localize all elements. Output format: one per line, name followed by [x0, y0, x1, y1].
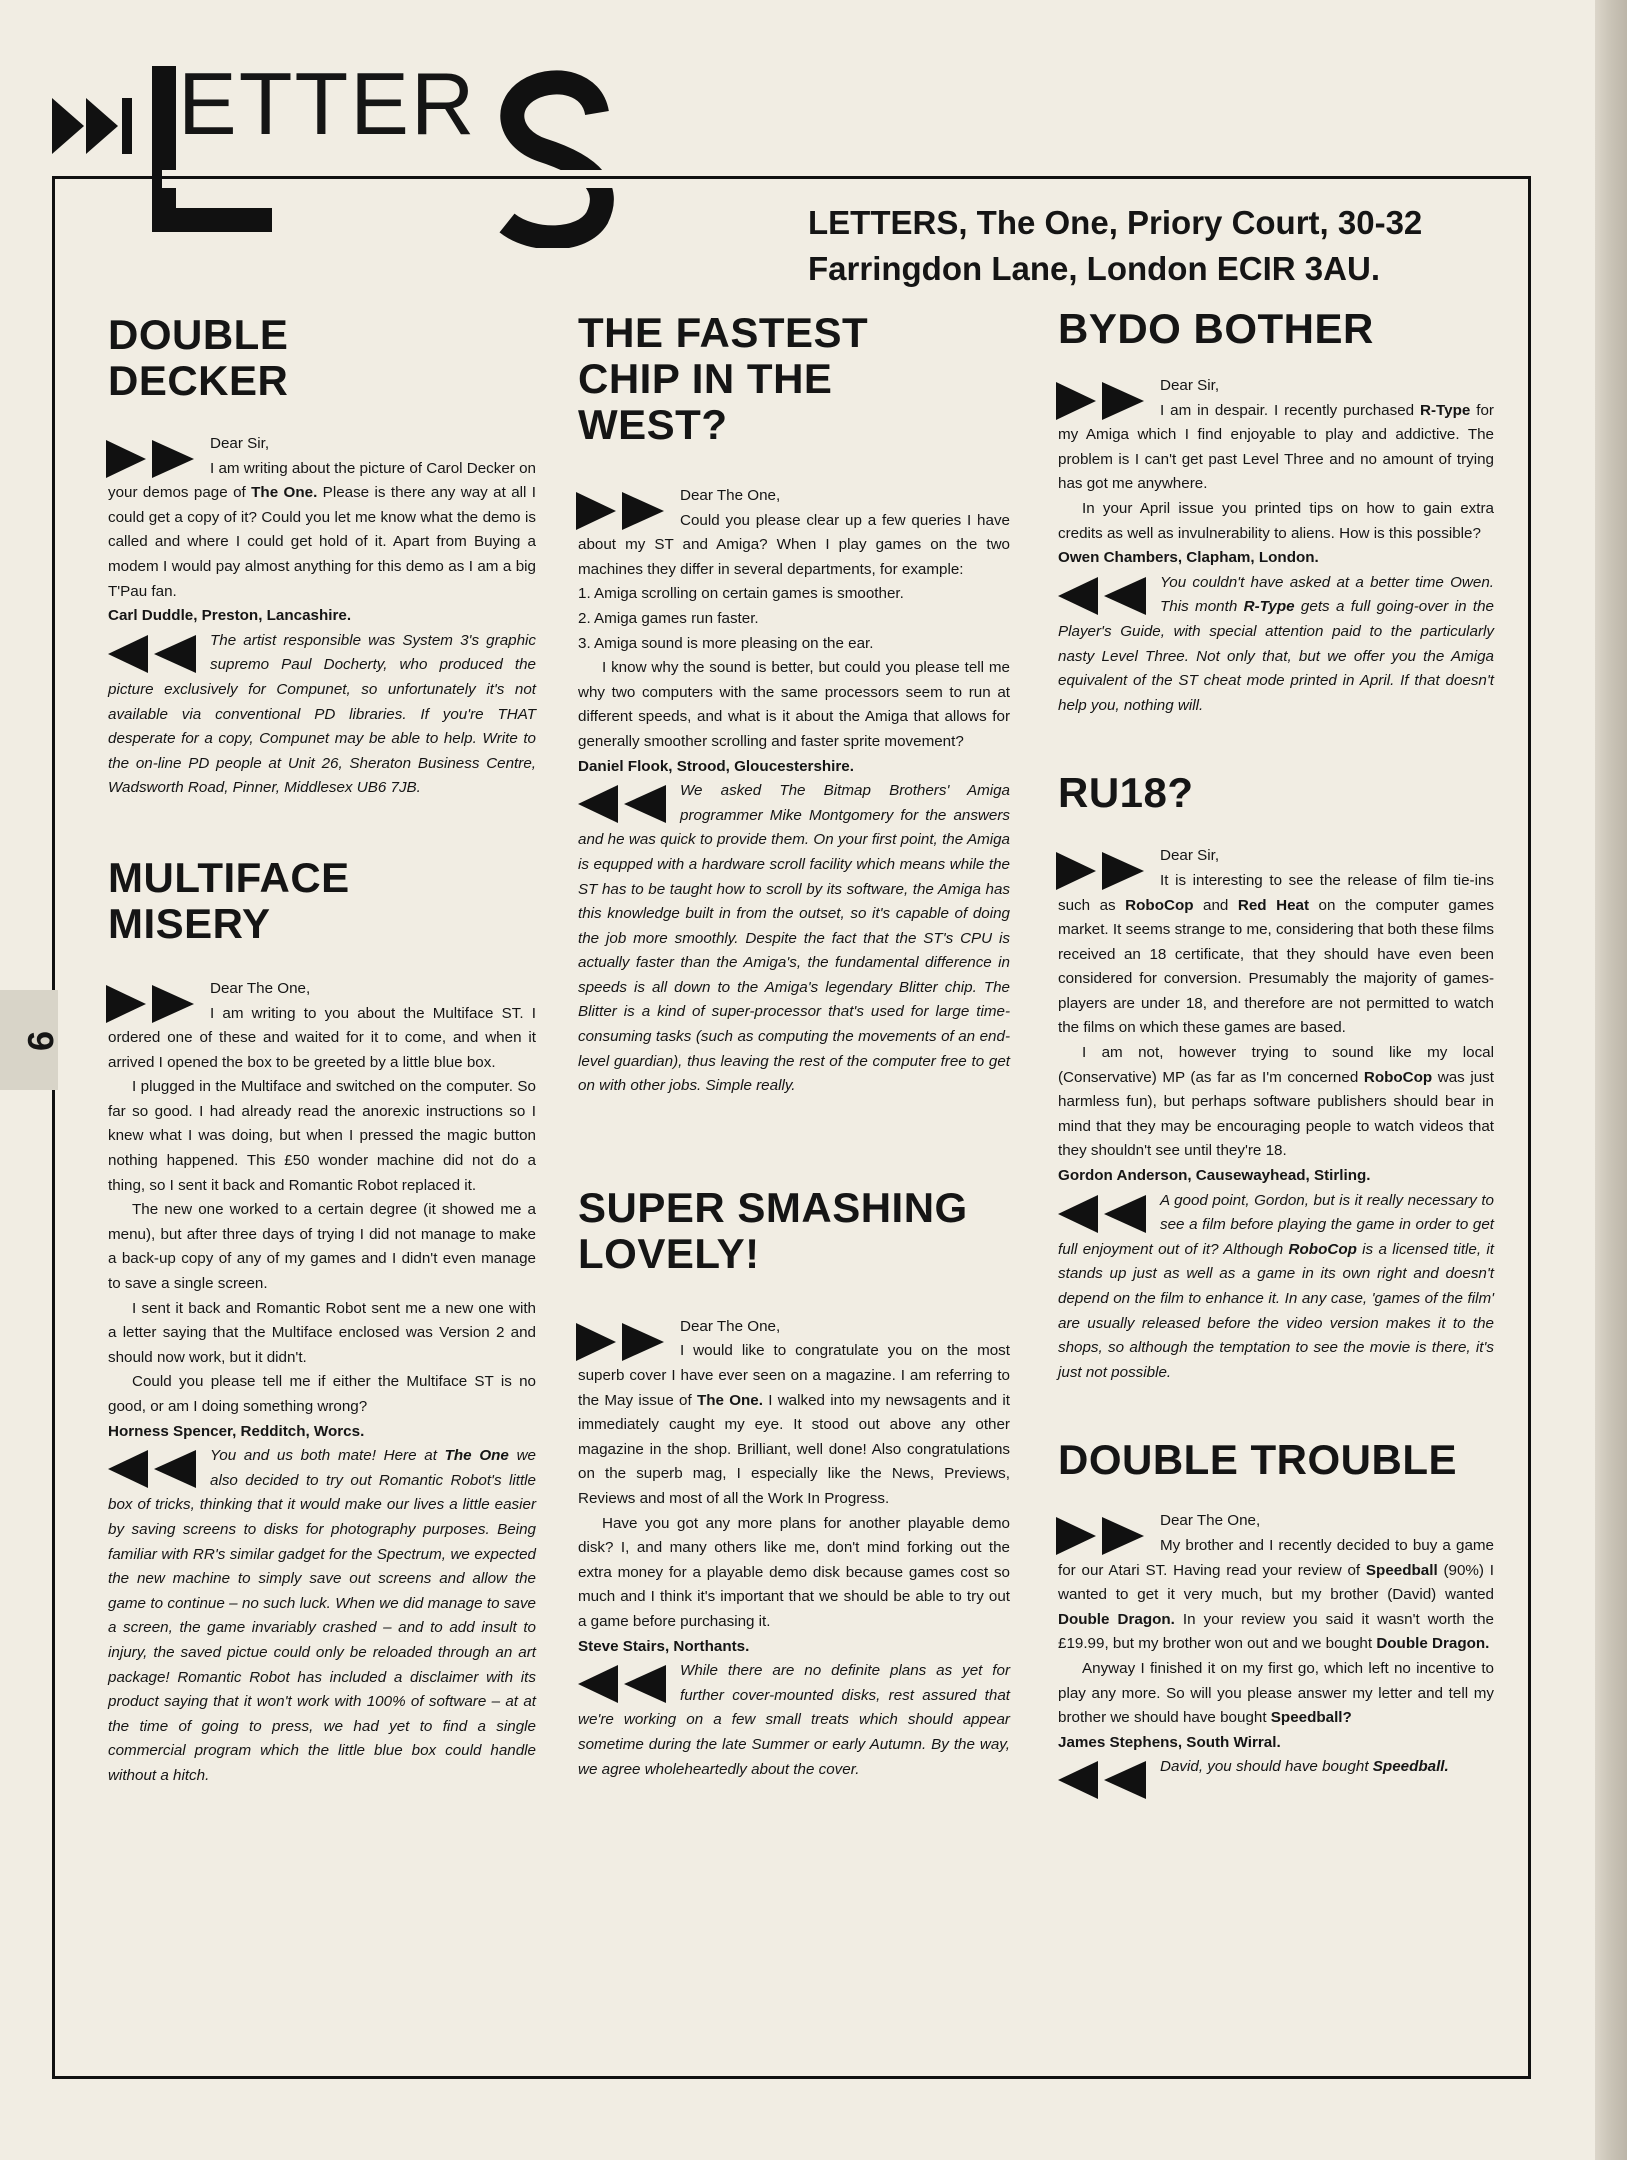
letter-body [578, 1315, 1010, 1782]
letter-salutation: Dear The One, [210, 979, 311, 997]
editor-reply: A good point, Gordon, but is it really necessary to see a film before playing the game in order to get full enjoyment out of it? Although RoboCop is a licensed title, it stands up just as well as a game in its own right and doesn't depend on the film to enhance it. In any case, 'games of the film' are usually released before the video version makes it to the shops, so although the temptation to see the movie is there, it's just not possible. [1058, 1191, 1494, 1381]
page-number: 9 [20, 1030, 62, 1052]
double-arrow-left-icon [576, 781, 668, 827]
editor-reply: David, you should have bought Speedball. [1160, 1758, 1449, 1776]
letter-paragraph: Could you please tell me if either the Multiface ST is no good, or am I doing something wrong? [108, 1373, 536, 1415]
letter-salutation: Dear The One, [1160, 1512, 1261, 1530]
letter-title: MULTIFACE MISERY [108, 853, 350, 947]
letter-paragraph: Anyway I finished it on my first go, which left no incentive to play any more. So will you please answer my letter and tell my brother we should have bought Speedball? [1058, 1659, 1494, 1727]
double-arrow-right-icon [106, 434, 198, 480]
double-arrow-right-icon [1056, 846, 1148, 892]
letter-body [578, 484, 1010, 1099]
double-arrow-right-icon [1056, 376, 1148, 422]
letter-salutation: Dear Sir, [210, 435, 270, 452]
column-2 [578, 310, 1010, 1782]
list-item: 1. Amiga scrolling on certain games is smoother. [578, 585, 904, 603]
letter-title: BYDO BOTHER [1058, 305, 1374, 352]
letter-paragraph: I am in despair. I recently purchased R-Type for my Amiga which I find enjoyable to play and addictive. The problem is I can't get past Level Three and no amount of trying has got me anywhere. [1058, 401, 1494, 493]
letter-paragraph: I am not, however trying to sound like my local (Conservative) MP (as far as I'm concerned RoboCop was just harmless fun), but perhaps software publishers should bear in mind that they may be encouraging people to watch videos that they shouldn't see until they're 18. [1058, 1044, 1494, 1160]
column-3 [1058, 306, 1494, 1803]
address-line-2: Farringdon Lane, London ECIR 3AU. [808, 250, 1380, 287]
letter-title: RU18? [1058, 769, 1194, 817]
double-arrow-left-icon [1056, 573, 1148, 619]
letter-signature: Carl Duddle, Preston, Lancashire. [108, 607, 352, 625]
double-arrow-left-icon [106, 631, 198, 677]
letter-paragraph: I sent it back and Romantic Robot sent me a new one with a letter saying that the Multiface enclosed was Version 2 and should now work, but it didn't. [108, 1299, 536, 1366]
letter-title: SUPER SMASHING LOVELY! [578, 1183, 968, 1277]
letter-paragraph: I am writing about the picture of Carol Decker on your demos page of The One. Please is there any way at all I could get a copy of it? Could you let me know what the demo is called and where I could get hold of it. Apart from Buying a modem I would pay almost anything for this demo as I am a big T'Pau fan. [108, 459, 536, 600]
double-arrow-left-icon [106, 1446, 198, 1492]
double-arrow-left-icon [1056, 1757, 1148, 1803]
double-arrow-right-icon [576, 1317, 668, 1363]
letter-paragraph: I know why the sound is better, but could you please tell me why two computers with the same processors seem to run at different speeds, and what is it about the Amiga that allows for generally smoother scrolling and faster sprite movement? [578, 659, 1010, 750]
letter-paragraph: I would like to congratulate you on the most superb cover I have ever seen on a magazine. I am referring to the May issue of The One. I walked into my newsagents and it immediately caught my eye. It stood out above any other magazine in the shop. Brilliant, well done! Also congratulations on the superb mag, I especially like the News, Previews, Reviews and most of all the Work In Progress. [578, 1342, 1010, 1507]
letter-signature: Horness Spencer, Redditch, Worcs. [108, 1422, 365, 1440]
editor-reply: The artist responsible was System 3's graphic supremo Paul Docherty, who produced the picture exclusively for Compunet, so unfortunately it's not available via conventional PD libraries. If you're THAT desperate for a copy, Compunet may be able to help. Write to the on-line PD people at Unit 26, Sheraton Business Centre, Wadsworth Road, Pinner, Middlesex UB6 7JB. [108, 631, 536, 797]
letter-title: DOUBLE TROUBLE [1058, 1436, 1457, 1484]
letter-paragraph: I am writing to you about the Multiface ST. I ordered one of these and waited for it to come, and when it arrived I opened the box to be greeted by a little blue box. [108, 1004, 536, 1071]
letter-salutation: Dear Sir, [1160, 847, 1220, 865]
letter-signature: Owen Chambers, Clapham, London. [1058, 549, 1319, 567]
letter-paragraph: In your April issue you printed tips on how to gain extra credits as well as invulnerability to aliens. How is this possible? [1058, 499, 1494, 542]
page-number-tab [0, 990, 62, 1090]
double-arrow-right-icon [106, 979, 198, 1025]
letter-paragraph: The new one worked to a certain degree (it showed me a menu), but after three days of trying I did not manage to make a back-up copy of any of my games and I didn't even manage to save a single screen. [108, 1201, 536, 1293]
letter-salutation: Dear Sir, [1160, 377, 1220, 394]
editor-reply: You couldn't have asked at a better time Owen. This month R-Type gets a full going-over in the Player's Guide, with special attention paid to the particularly nasty Level Three. Not only that, but we offer you the Amiga equivalent of the ST cheat mode printed in April. If that doesn't help you, nothing will. [1058, 573, 1494, 714]
editor-reply: We asked The Bitmap Brothers' Amiga programmer Mike Montgomery for the answers and he was quick to provide them. On your first point, the Amiga is equpped with a hardware scroll facility which means while the ST has to be taught how to scroll by its software, the Amiga has this knowledge built in from the outset, so it's capable of doing the job more smoothly. Despite the fact that the ST's CPU is actually faster than the Amiga's, the fundamental difference in speeds is all down to the Amiga's legendary Blitter chip. The Blitter is a kind of super-processor that's used for large time-consuming tasks (such as computing the movements of an end-level guardian), thus leaving the rest of the computer free to get on with other jobs. Simple really. [578, 782, 1010, 1095]
letter-body [1058, 1509, 1494, 1780]
list-item: 2. Amiga games run faster. [578, 609, 759, 627]
double-arrow-left-icon [576, 1661, 668, 1707]
column-1 [108, 312, 536, 1789]
letter-paragraph: Have you got any more plans for another playable demo disk? I, and many others like me, don't mind forking out the extra money for a playable demo disk because games cost so much and I think it's important that we should be able to try out a game before purchasing it. [578, 1514, 1010, 1630]
list-item: 3. Amiga sound is more pleasing on the ear. [578, 634, 874, 652]
letters-address [808, 200, 1508, 292]
letter-body [1058, 844, 1494, 1385]
double-arrow-right-icon [1056, 1511, 1148, 1557]
letter-signature: Gordon Anderson, Causewayhead, Stirling. [1058, 1167, 1371, 1185]
double-arrow-left-icon [1056, 1191, 1148, 1237]
letters-title: ETTER [178, 54, 477, 153]
editor-reply: You and us both mate! Here at The One we also decided to try out Romantic Robot's little box of tricks, thinking that it would make our lives a little easier by saving screens to disks for photography purposes. Being familiar with RR's similar gadget for the Spectrum, we expected the new machine to simply save out screens and allow the game to continue – no such luck. When we did manage to save a screen, the game invariably crashed – and to add insult to injury, the saved pictue could only be reloaded through an art package! Romantic Robot has included a disclaimer with its product saying that it won't work with 100% of software – at at the time of going to press, we had yet to find a single commercial program which the little blue box could handle without a hitch. [108, 1447, 536, 1784]
letter-paragraph: My brother and I recently decided to buy a game for our Atari ST. Having read your review of Speedball (90%) I wanted to get it very much, but my brother (David) wanted Double Dragon. In your review you said it wasn't worth the £19.99, but my brother won out and we bought Double Dragon. [1058, 1536, 1494, 1653]
letter-body [108, 977, 536, 1789]
letter-salutation: Dear The One, [680, 487, 781, 504]
double-arrow-right-icon [576, 486, 668, 532]
letter-paragraph: It is interesting to see the release of film tie-ins such as RoboCop and Red Heat on the computer games market. It seems strange to me, considering that both these films received an 18 certificate, that they should have even been considered for conversion. Presumably the majority of games-players are under 18, and therefore are not permitted to watch the films on which these games are based. [1058, 871, 1495, 1037]
letter-salutation: Dear The One, [680, 1317, 781, 1335]
editor-reply: While there are no definite plans as yet for further cover-mounted disks, rest assured that we're working on a few small treats which should appear sometime during the late Summer or early Autumn. By the way, we agree wholeheartedly about the cover. [578, 1662, 1010, 1778]
letter-paragraph: Could you please clear up a few queries I have about my ST and Amiga? When I play games on the two machines they differ in several departments, for example: [578, 511, 1010, 578]
letter-title: THE FASTEST CHIP IN THE WEST? [578, 309, 869, 448]
letter-title: DOUBLE DECKER [108, 311, 289, 404]
letter-body [1058, 374, 1494, 718]
page-edge-shadow [1595, 0, 1627, 2160]
letter-paragraph: I plugged in the Multiface and switched on the computer. So far so good. I had already read the anorexic instructions so I knew what I was doing, but when I pressed the magic button nothing happened. This £50 wonder machine did not do a thing, so I sent it back and Romantic Robot replaced it. [108, 1078, 536, 1194]
letter-signature: Steve Stairs, Northants. [578, 1637, 750, 1655]
letter-body [108, 432, 536, 801]
letter-signature: Daniel Flook, Strood, Gloucestershire. [578, 757, 854, 775]
address-line-1: LETTERS, The One, Priory Court, 30-32 [808, 204, 1423, 241]
letter-signature: James Stephens, South Wirral. [1058, 1733, 1281, 1751]
